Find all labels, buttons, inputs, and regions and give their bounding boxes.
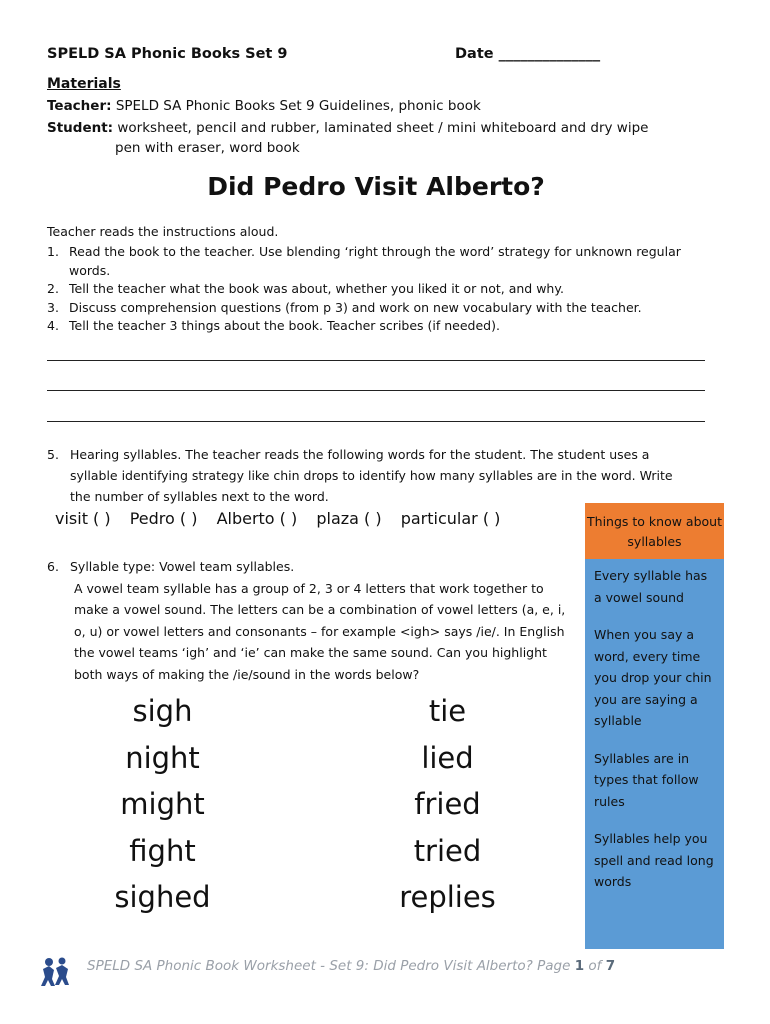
vowel-team-word[interactable]: night (125, 740, 200, 775)
syllable-fact: Syllables are in types that follow rules (594, 750, 699, 809)
syllable-word[interactable]: plaza ( ) (316, 509, 382, 528)
syllable-fact: Syllables help you spell and read long words (594, 831, 714, 889)
syllable-word[interactable]: visit ( ) (55, 509, 111, 528)
footer-of: of (584, 958, 606, 974)
vowel-team-word[interactable]: replies (399, 880, 496, 914)
question-body: A vowel team syllable has a group of 2, 3 or 4 letters that work together to make a vowel sound. The letters can be a combination of vowel letters (a, e, i, o, u) or vowel letters and consonants – for example <igh> says /ie/. In English the vowel teams ‘igh’ and ‘ie’ can make the same sound. Can you highlight both ways of making the /ie/sound in the words below? (74, 580, 566, 682)
vowel-team-word[interactable]: tie (428, 694, 467, 728)
student-text-1: worksheet, pencil and rubber, laminated sheet / mini whiteboard and dry wipe (117, 120, 649, 136)
step-number: 1. (47, 244, 59, 259)
speld-logo-icon (40, 955, 70, 987)
header-title: SPELD SA Phonic Books Set 9 (47, 46, 288, 62)
page-footer (87, 958, 615, 974)
vowel-team-word[interactable]: lied (421, 740, 474, 775)
instructions-intro: Teacher reads the instructions aloud. (47, 224, 279, 239)
step-number: 4. (47, 318, 59, 333)
step-text: Read the book to the teacher. Use blending ‘right through the word’ strategy for unknown regular words. (69, 244, 681, 278)
student-label: Student: (47, 120, 114, 136)
sidebar-heading: Things to know about syllables (585, 503, 724, 559)
sidebar-facts (594, 565, 718, 909)
step-item (47, 299, 707, 318)
syllable-fact: When you say a word, every time you drop your chin you are saying a syllable (594, 627, 712, 728)
writing-line[interactable] (47, 360, 705, 361)
date-field: Date ______________ (455, 46, 601, 62)
syllable-fact: Every syllable has a vowel sound (594, 568, 708, 605)
vowel-team-word[interactable]: might (120, 787, 205, 821)
question-number: 5. (47, 447, 59, 462)
writing-line[interactable] (47, 421, 705, 422)
question-number: 6. (47, 559, 59, 574)
worksheet-title: Did Pedro Visit Alberto? (207, 172, 545, 201)
vowel-team-word[interactable]: sighed (114, 880, 211, 914)
materials-student (47, 118, 648, 158)
footer-text: SPELD SA Phonic Book Worksheet - Set 9: Did Pedro Visit Alberto? Page (87, 958, 575, 974)
materials-heading: Materials (47, 76, 121, 92)
student-text-2: pen with eraser, word book (115, 140, 300, 156)
syllable-word-row (55, 509, 514, 528)
materials-teacher (47, 96, 481, 116)
step-item (47, 243, 707, 280)
question-6 (47, 556, 567, 685)
teacher-text: SPELD SA Phonic Books Set 9 Guidelines, phonic book (115, 98, 481, 114)
igh-word-column (85, 688, 240, 921)
teacher-label: Teacher: (47, 98, 112, 114)
question-5 (47, 444, 697, 507)
vowel-team-word[interactable]: tried (413, 833, 482, 868)
question-heading: Syllable type: Vowel team syllables. (70, 559, 295, 574)
step-text: Discuss comprehension questions (from p 3) and work on new vocabulary with the teacher. (69, 299, 642, 315)
syllable-facts-sidebar (585, 503, 724, 949)
vowel-team-word[interactable]: fried (414, 787, 481, 821)
instruction-steps (47, 243, 707, 336)
vowel-team-word[interactable]: sigh (132, 694, 193, 728)
step-number: 2. (47, 281, 59, 296)
step-item (47, 317, 707, 336)
question-text: Hearing syllables. The teacher reads the following words for the student. The student uses a syllable identifying strategy like chin drops to identify how many syllables are in the word. Write the number of syllables next to the word. (70, 447, 673, 504)
step-item (47, 280, 707, 299)
ie-word-column (370, 688, 525, 921)
footer-total: 7 (605, 958, 616, 974)
step-text: Tell the teacher what the book was about, whether you liked it or not, and why. (69, 281, 564, 296)
syllable-word[interactable]: particular ( ) (400, 509, 501, 528)
vowel-team-word[interactable]: fight (129, 833, 196, 868)
writing-line[interactable] (47, 390, 705, 391)
step-number: 3. (47, 299, 59, 315)
footer-page: 1 (574, 958, 585, 974)
syllable-word[interactable]: Pedro ( ) (129, 509, 198, 528)
syllable-word[interactable]: Alberto ( ) (216, 509, 298, 528)
step-text: Tell the teacher 3 things about the book. Teacher scribes (if needed). (69, 318, 500, 333)
